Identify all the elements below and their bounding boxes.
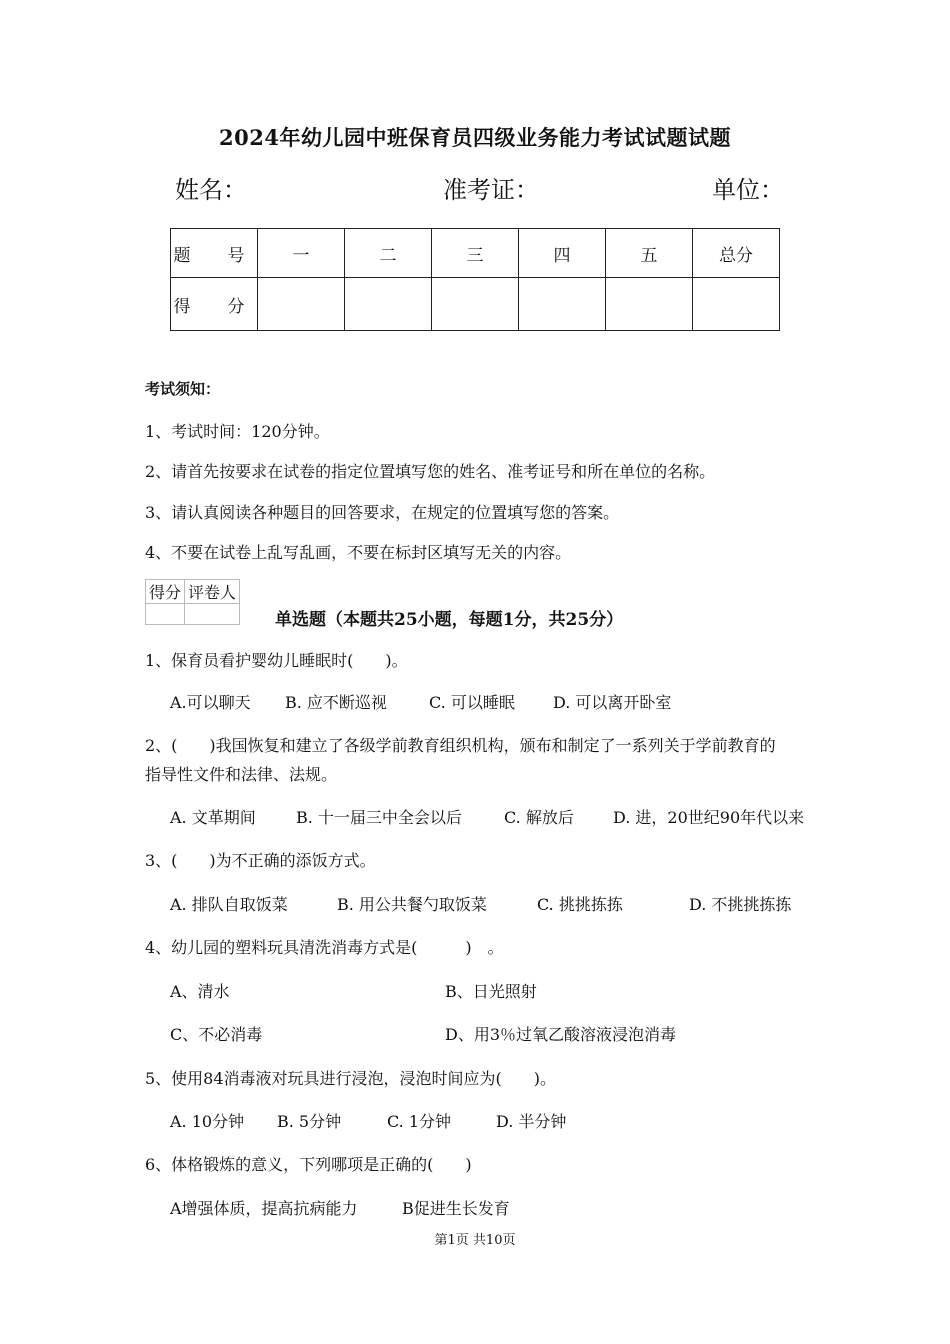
question-5-option-b: B. 5分钟 — [277, 1112, 342, 1131]
score-table — [170, 228, 780, 331]
note-item: 3、请认真阅读各种题目的回答要求，在规定的位置填写您的答案。 — [145, 503, 620, 522]
page-footer: 第1页 共10页 — [434, 1233, 516, 1248]
question-4-option-c: C、不必消毒 — [170, 1025, 263, 1044]
score-table-header-row — [171, 229, 780, 278]
question-5-option-a: A. 10分钟 — [170, 1112, 245, 1131]
score-table-header-cell: 二 — [345, 229, 432, 278]
score-table-header-cell: 总分 — [693, 229, 780, 278]
question-6-option-a: A增强体质，提高抗病能力 — [170, 1199, 358, 1218]
question-5-option-d: D. 半分钟 — [496, 1112, 567, 1131]
question-5-option-c: C. 1分钟 — [387, 1112, 452, 1131]
score-table-header-cell: 一 — [258, 229, 345, 278]
question-1-option-b: B. 应不断巡视 — [285, 693, 387, 712]
question-4-option-b: B、日光照射 — [445, 982, 537, 1001]
question-2-option-d: D. 进，20世纪90年代以来 — [613, 808, 805, 827]
question-2-option-a: A. 文革期间 — [170, 808, 256, 827]
question-4-option-d: D、用3％过氧乙酸溶液浸泡消毒 — [445, 1025, 677, 1044]
score-table-header-cell: 三 — [432, 229, 519, 278]
question-1-stem: 1、保育员看护婴幼儿睡眠时( )。 — [145, 651, 408, 670]
score-table-header-cell: 题 号 — [171, 229, 258, 278]
note-item: 2、请首先按要求在试卷的指定位置填写您的姓名、准考证号和所在单位的名称。 — [145, 462, 716, 481]
score-cell[interactable] — [606, 278, 693, 331]
question-2-option-b: B. 十一届三中全会以后 — [296, 808, 462, 827]
question-3-option-b: B. 用公共餐勺取饭菜 — [337, 895, 487, 914]
question-4-option-a: A、清水 — [170, 982, 230, 1001]
question-1-option-c: C. 可以睡眠 — [429, 693, 515, 712]
question-3-stem: 3、( )为不正确的添饭方式。 — [145, 851, 376, 870]
grader-score-cell[interactable] — [146, 604, 185, 625]
section-title: 单选题（本题共25小题，每题1分，共25分） — [275, 610, 624, 630]
question-4-stem: 4、幼儿园的塑料玩具清洗消毒方式是( ) 。 — [145, 938, 504, 957]
grader-box — [145, 579, 240, 625]
question-3-option-a: A. 排队自取饭菜 — [170, 895, 288, 914]
score-table-header-cell: 五 — [606, 229, 693, 278]
question-2-stem-continued: 指导性文件和法律、法规。 — [145, 765, 338, 784]
score-cell[interactable] — [345, 278, 432, 331]
question-3-option-c: C. 挑挑拣拣 — [537, 895, 623, 914]
unit-field-label: 单位： — [712, 176, 784, 204]
score-cell[interactable] — [519, 278, 606, 331]
note-item: 4、不要在试卷上乱写乱画，不要在标封区填写无关的内容。 — [145, 543, 572, 562]
name-field-label: 姓名： — [175, 176, 247, 204]
question-5-stem: 5、使用84消毒液对玩具进行浸泡，浸泡时间应为( )。 — [145, 1069, 557, 1088]
page-title: 2024年幼儿园中班保育员四级业务能力考试试题试题 — [219, 125, 731, 150]
grader-name-label: 评卷人 — [185, 580, 240, 604]
score-cell[interactable] — [432, 278, 519, 331]
grader-score-label: 得分 — [146, 580, 185, 604]
question-1-option-a: A.可以聊天 — [170, 693, 251, 712]
note-item: 1、考试时间：120分钟。 — [145, 422, 330, 441]
exam-id-field-label: 准考证： — [443, 176, 539, 204]
question-2-option-c: C. 解放后 — [504, 808, 574, 827]
score-table-score-row — [171, 278, 780, 331]
question-2-stem: 2、( )我国恢复和建立了各级学前教育组织机构，颁布和制定了一系列关于学前教育的 — [145, 736, 776, 755]
question-6-option-b: B促进生长发育 — [402, 1199, 510, 1218]
score-table-header-cell: 四 — [519, 229, 606, 278]
score-cell[interactable] — [693, 278, 780, 331]
notes-heading: 考试须知： — [145, 380, 221, 398]
score-row-label: 得 分 — [171, 278, 258, 331]
question-3-option-d: D. 不挑挑拣拣 — [689, 895, 792, 914]
question-1-option-d: D. 可以离开卧室 — [553, 693, 672, 712]
score-cell[interactable] — [258, 278, 345, 331]
question-6-stem: 6、体格锻炼的意义，下列哪项是正确的( ) — [145, 1155, 472, 1174]
grader-name-cell[interactable] — [185, 604, 240, 625]
